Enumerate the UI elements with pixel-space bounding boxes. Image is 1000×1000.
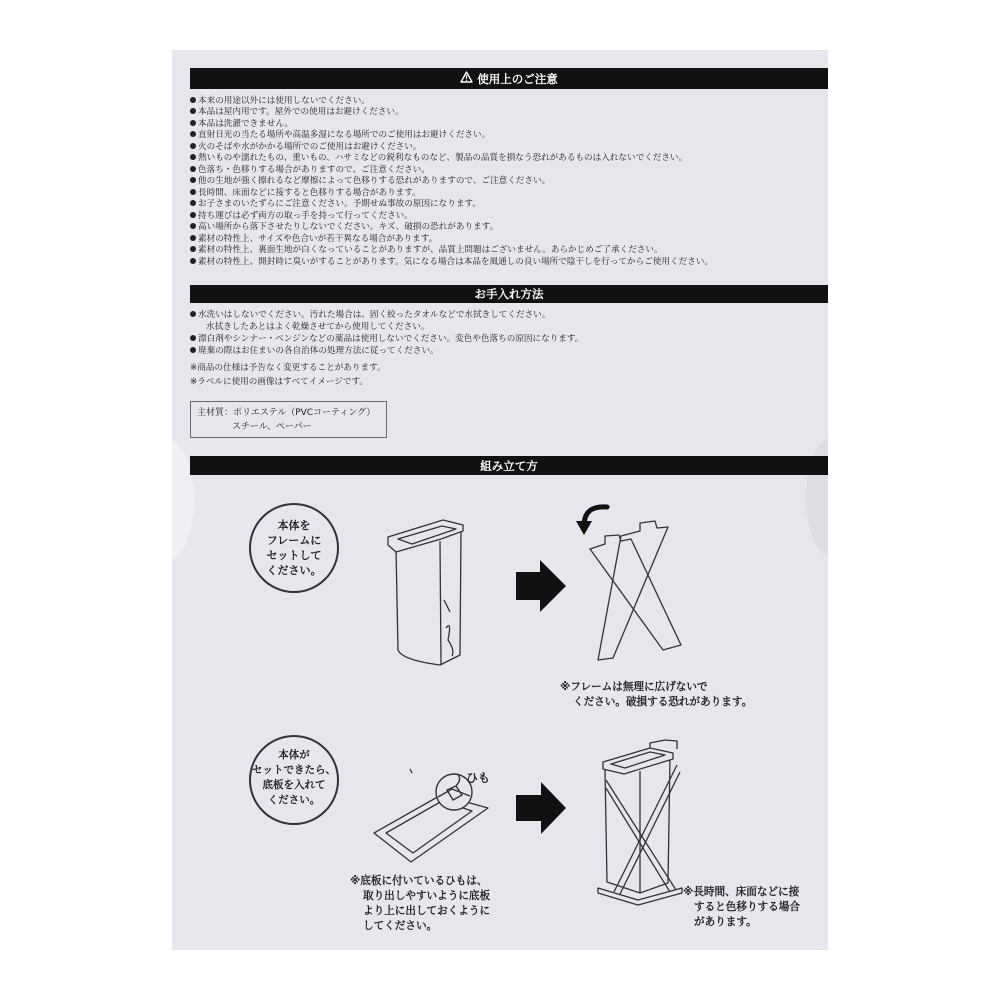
step2-note-right: ※長時間、床面などに接 すると色移りする場合 があります。 (683, 886, 800, 928)
list-item: 色落ち・色移りする場合がありますので、ご注意ください。 (190, 163, 713, 175)
list-item: 素材の特性上、裏面生地が白くなっていることがありますが、品質上問題はございません。あらかじめご了承ください。 (190, 244, 713, 256)
material-line-1: 主材質：ポリエステル（PVCコーティング） (197, 408, 376, 418)
list-item: 熱いものや濡れたもの、重いもの、ハサミなどの鋭利なものなど、製品の品質を損なう恐れがあるものは入れないでください。 (190, 152, 713, 164)
list-item: 長時間、床面などに接すると色移りする場合があります。 (190, 186, 713, 198)
material-line-2: スチール、ペーパー (232, 422, 312, 432)
step2-note-left: ※底板に付いているひもは、 取り出しやすいように底板 より上に出しておくように してください。 (350, 875, 491, 932)
step2-bubble-text: 本体が セットできたら、 底板を入れて ください。 (252, 749, 336, 806)
caution-title: 使用上のご注意 (477, 71, 558, 86)
list-item: 高い場所から落下させたりしないでください。キズ、破損の恐れがあります。 (190, 221, 713, 233)
completed-bin-illustration (598, 740, 682, 905)
frame-illustration (590, 521, 681, 660)
arrow-right-icon (516, 782, 566, 834)
list-item: 他の生地が強く擦れるなど摩擦によって色移りする恐れがありますので、ご注意ください。 (190, 175, 713, 187)
list-item: 素材の特性上、開封時に臭いがすることがあります。気になる場合は本品を風通しの良い場所で陰干しを行ってからご使用ください。 (190, 255, 713, 267)
list-item: 本品は洗濯できません。 (190, 117, 713, 129)
arrow-right-icon (516, 560, 566, 612)
string-label: ひも (466, 771, 491, 785)
list-item-continuation: 水拭きしたあとはよく乾燥させてから使用してください。 (206, 322, 430, 332)
list-item: 素材の特性上、サイズや色合いが若干異なる場合があります。 (190, 232, 713, 244)
care-title: お手入れ方法 (474, 287, 544, 301)
assembly-title: 組み立て方 (480, 458, 538, 473)
step1-note: ※フレームは無理に広げないで ください。破損する恐れがあります。 (560, 681, 753, 708)
list-item: 直射日光の当たる場所や高温多湿になる場所でのご使用はお避けください。 (190, 129, 713, 141)
step1-bubble-text: 本体を フレームに セットして ください。 (266, 519, 322, 577)
note-spec-change: ※商品の仕様は予告なく変更することがあります。 (190, 363, 386, 373)
list-item: お子さまのいたずらにご注意ください。予期せぬ事故の原因になります。 (190, 198, 713, 210)
list-item: 本来の用途以外には使用しないでください。 (190, 94, 713, 106)
list-item: 漂白剤やシンナー・ベンジンなどの薬品は使用しないでください。変色や色落ちの原因になります。 (190, 332, 583, 344)
list-item: 持ち運びは必ず両方の取っ手を持って行ってください。 (190, 209, 713, 221)
list-item: 廃棄の際はお住まいの各自治体の処理方法に従ってください。 (190, 344, 583, 356)
list-item: 本品は屋内用です。屋外での使用はお避けください。 (190, 106, 713, 118)
bag-on-frame-illustration (388, 520, 463, 665)
rotate-arrow-icon (576, 507, 607, 535)
list-item: 水洗いはしないでください。汚れた場合は、固く絞ったタオルなどで水拭きしてください。 (190, 308, 583, 320)
list-item: 火のそばや水がかかる場所でのご使用はお避けください。 (190, 140, 713, 152)
note-image: ※ラベルに使用の画像はすべてイメージです。 (190, 377, 368, 387)
